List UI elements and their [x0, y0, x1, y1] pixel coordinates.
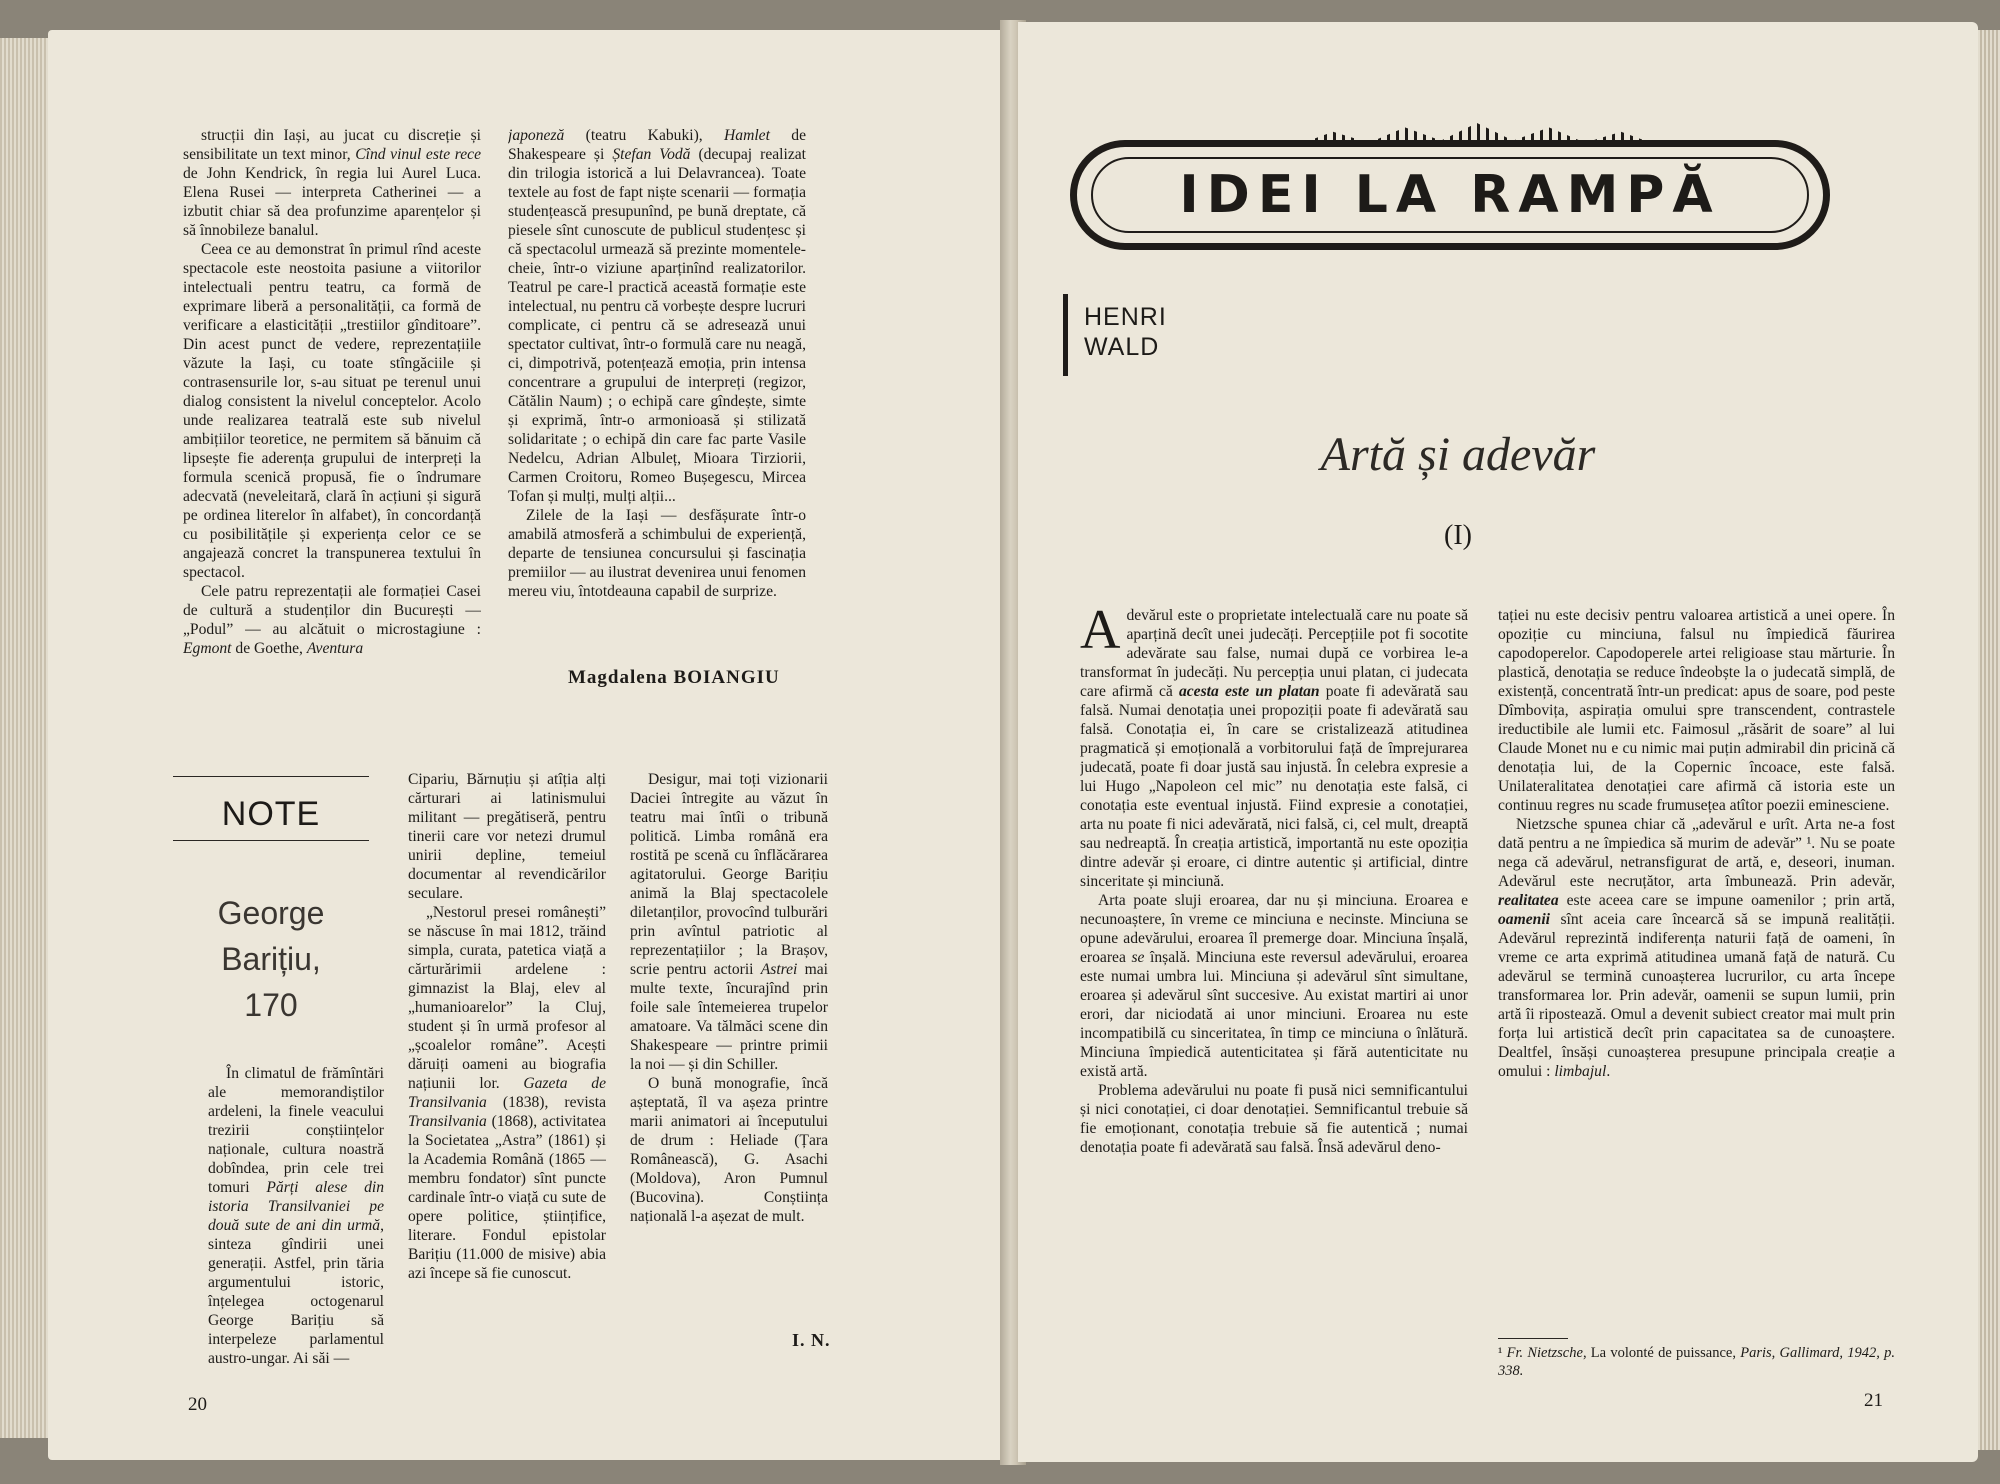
right-page-edges: [1978, 30, 2000, 1450]
paragraph: Cipariu, Bărnuțiu și atîția alți cărturari ai latinismului militant — pregătiseră, pentru tinerii care vor netezi drumul unirii depline, temeiul documentar al revendicărilor seculare.: [408, 771, 606, 902]
drop-cap: A: [1080, 606, 1121, 661]
author-line: WALD: [1084, 333, 1160, 361]
notes-rule-bottom: [173, 840, 369, 841]
author-name: [1084, 302, 1167, 362]
notes-rule-top: [173, 776, 369, 777]
paragraph: Problema adevărului nu poate fi pusă nici semnificantului și nici conotației, ci doar denotației. Semnificantul trebuie să fie emoționant, conotația trebuie să fie autentică ; numai denotația poate fi adevărată sau falsă. Însă adevărul deno-: [1080, 1082, 1468, 1156]
paragraph: Ceea ce au demonstrat în primul rînd aceste spectacole este neostoita pasiune a viitorilor intelectuali pentru teatru, ca formă de exprimare liberă a personalității, ca formă de verificare a elasticității „trestiilor gînditoare”. Din acest punct de vedere, reprezentațiile văzute la Iași, cu toate stîngăciile și contrasensurile lor, s-au situat pe terenul unui dialog consistent la nivelul conceptelor. Acolo unde realizarea teatrală este sub nivelul ambițiilor teoretice, ne permitem să bănuim că lipsește fie aderența grupului de interpreți la formula scenică propusă, fie o îndrumare adecvată (neveleitară, clară în acțiuni și sigură pe ordinea literelor în alfabet), în concordanță cu posibilitățile și experiența celor ce se angajează concret la transpunerea textului în spectacol.: [183, 241, 481, 581]
author-bar: [1063, 294, 1068, 376]
right-page: [1018, 22, 1978, 1462]
notes-title-line: George: [217, 895, 325, 931]
notes-col2: [408, 770, 606, 1370]
paragraph: tației nu este decisiv pentru valoarea artistică a unei opere. În opoziție cu minciuna, falsul nu împiedică făurirea capodoperelor. Capodoperele artei religioase stau mărturie. În plastică, denotația se reduce îndeobște la o judecată simplă, de existență, concentrată într-un predicat: apus de soare, pod peste Dîmbovița, aspirația omului spre transcendent, contrastele ireductibile ale lumii etc. Faimosul „răsărit de soare” al lui Claude Monet nu e cu nimic mai puțin admirabil din pricină că denotația lui, de la Copernic încoace, este falsă. Unilateralitatea denotației care afirmă că istoria este un continuu regres nu scade frumusețea atîtor poezii eminesciene.: [1498, 607, 1895, 814]
essay-col1-text: [1080, 606, 1468, 1157]
article-signature: Magdalena BOIANGIU: [568, 667, 780, 688]
paragraph: O bună monografie, încă așteptată, îl va așeza printre marii animatori ai începutului de drum : Heliade (Țara Românească), G. Asachi (Moldova), Aron Pumnul (Bucovina). Conștiința națională l-a așezat de mult.: [630, 1075, 828, 1225]
banner-decoration: [1297, 123, 1657, 145]
left-page-edges: [0, 38, 50, 1438]
paragraph: „Nestorul presei românești” se născuse în mai 1812, trăind simpla, curata, patetica viață a cărturărimii ardelene : gimnazist la Blaj, elev al „humanioarelor” la Cluj, student și în urmă profesor al „școalelor române”. Acești dăruiți oameni au biografia națiunii lor. Gazeta de Transilvania (1838), revista Transilvania (1868), activitatea la Societatea „Astra” (1861) și la Academia Română (1865 — membru fondator) sînt puncte cardinale într-o viață cu sute de opere politice, științifice, literare. Fondul epistolar Barițiu (11.000 de misive) abia azi începe să fie cunoscut.: [408, 904, 606, 1282]
essay-col1: [1080, 606, 1468, 1396]
notes-title: [173, 890, 369, 1028]
essay-col2: [1498, 606, 1895, 1326]
notes-title-line: Barițiu,: [221, 941, 321, 977]
paragraph: Desigur, mai toți vizionarii Daciei întregite au văzut în teatru mai întîi o tribună politică. Limba română era rostită pe scenă cu înflăcărarea agitatorului. George Barițiu animă la Blaj spectacolele diletanților, provocînd tulburări prin avîntul patriotic al reprezentațiilor ; la Brașov, scrie pentru actorii Astrei mai multe texte, încurajînd prin foile sale întemeierea trupelor amatoare. Va tălmăci scene din Shakespeare — printre primii la noi — și din Schiller.: [630, 771, 828, 1073]
notes-heading: NOTE: [221, 795, 321, 833]
paragraph: japoneză (teatru Kabuki), Hamlet de Shakespeare și Ștefan Vodă (decupaj realizat din trilogia istorică a lui Delavrancea). Toate textele au fost de fapt niște scenarii — formația studențească presupunînd, pe bună dreptate, că piesele sînt cunoscute de publicul studențesc și că spectacolul urmează să prezinte momentele-cheie, într-o viziune aparținînd realizatorilor. Teatrul pe care-l practică această formație este intelectual, nu pentru că vorbește despre lucruri complicate, ci pentru că se adresează unui spectator cultivat, într-o formulă care nu neagă, ci, dimpotrivă, potențează emoția, prin intensa concentrare a grupului de interpreți (regizor, Cătălin Naum) ; o echipă care gîndește, simte și exprimă, într-o armonioasă și stilizată solidaritate ; o echipă din care fac parte Vasile Nedelcu, Adrian Albuleț, Mioara Tirziorii, Carmen Croitoru, Romeo Bușegescu, Mircea Tofan și mulți, mulți alții...: [508, 127, 806, 505]
footnote-rule: [1498, 1338, 1568, 1339]
paragraph: strucții din Iași, au jucat cu discreție și sensibilitate un text minor, Cînd vinul este rece de John Kendrick, în regia lui Aurel Luca. Elena Rusei — interpreta Catherinei — a izbutit chiar să dea profunzime aparențelor și să înnobileze banalul.: [183, 127, 481, 239]
paragraph: Zilele de la Iași — desfășurate într-o amabilă atmosferă a schimbului de experiență, departe de tensiunea concursului și fascinația premiilor — au ilustrat devenirea unui fenomen mereu viu, întotdeauna capabil de surprize.: [508, 507, 806, 600]
paragraph: Cele patru reprezentații ale formației Casei de cultură a studenților din București — „Podul” — au alcătuit o microstagiune : Egmont de Goethe, Aventura: [183, 583, 481, 657]
page-number-right: 21: [1864, 1390, 1883, 1411]
footnote: ¹ Fr. Nietzsche, La volonté de puissance, Paris, Gallimard, 1942, p. 338.: [1498, 1345, 1896, 1379]
article-part: (I): [1444, 520, 1472, 551]
notes-signature: I. N.: [792, 1330, 831, 1350]
author-line: HENRI: [1084, 303, 1167, 331]
left-page: [48, 30, 1008, 1460]
section-banner-title: IDEI LA RAMPĂ: [1179, 165, 1721, 225]
article-title: Artă și adevăr: [1320, 428, 1596, 481]
theatre-article-col1: [183, 126, 481, 726]
notes-title-line: 170: [244, 987, 298, 1023]
notes-col3: [630, 770, 828, 1310]
theatre-article-col2: [508, 126, 806, 626]
paragraph: devărul este o proprietate intelectuală care nu poate să aparțină decît unei judecăți. Percepțiile pot fi socotite adevărate sau false, numai după ce vorbirea le-a transformat în judecăți. Nu percepția unui platan, ci judecata care afirmă că acesta este un platan poate fi adevărată sau falsă. Numai denotația unei propoziții poate fi adevărată sau falsă. Conotația ei, în care se cristalizează atitudinea pragmatică și emoțională a vorbitorului față de împrejurarea judecată, poate fi doar justă sau injustă. În celebra expresie a lui Hugo „Napoleon cel mic” nu denotația este falsă, ci conotația este eventual injustă. Fiind expresie a conotației, arta nu poate fi nici adevărată, nici falsă, ci, cel mult, dreaptă sau nedreaptă. În creația artistică, importantă nu este opoziția dintre adevăr și eroare, ci dintre autentic și artificial, dintre sinceritate și minciună.: [1080, 607, 1468, 890]
notes-col1: [208, 1064, 384, 1374]
paragraph: Arta poate sluji eroarea, dar nu și minciuna. Eroarea e necunoaștere, în vreme ce minciuna e necinste. Minciuna se opune adevărului, eroarea îl premerge doar. Minciuna înșală, eroarea se înșală. Minciuna este reversul adevărului, eroarea este numai umbra lui. Minciuna și adevărul sînt simultane, eroarea și adevărul sînt succesive. Au existat martiri ai unor erori, dar niciodată ai unor minciuni. Eroarea nu este incompatibilă cu sinceritatea, în timp ce minciuna o înlătură. Minciuna împiedică autenticitatea și fără autenticitate nu există artă.: [1080, 892, 1468, 1080]
section-banner: [1070, 140, 1830, 250]
paragraph: În climatul de frămîntări ale memorandiștilor ardeleni, la finele veacului trezirii conștiințelor naționale, cultura noastră dobîndea, prin cele trei tomuri Părți alese din istoria Transilvaniei pe două sute de ani din urmă, sinteza gîndirii unei generații. Astfel, prin tăria argumentului istoric, înțelegea octogenarul George Barițiu să interpeleze parlamentul austro-ungar. Ai săi —: [208, 1065, 384, 1367]
paragraph: Nietzsche spunea chiar că „adevărul e urît. Arta ne-a fost dată pentru a ne împiedica să murim de adevăr” ¹. Nu se poate nega că adevărul, netransfigurat de artă, e, deseori, inuman. Adevărul este necruțător, arta îmbunează. Prin adevăr, realitatea este aceea care se impune oamenilor ; prin artă, oamenii sînt aceia care încearcă să se impună realității. Adevărul reprezintă indiferența naturii față de oameni, în vreme ce arta exprimă atitudinea umană față de natură. Cu adevărul se termină cunoașterea lucrurilor, cu arta începe transformarea lor. Prin adevăr, oamenii se supun lumii, prin artă îi ripostează. Omul a devenit subiect creator mai mult prin forța lui artistică decît prin capacitatea sa de cunoaștere. Dealtfel, însăși cunoașterea presupune principala creație a omului : limbajul.: [1498, 816, 1895, 1080]
page-number-left: 20: [188, 1394, 207, 1415]
